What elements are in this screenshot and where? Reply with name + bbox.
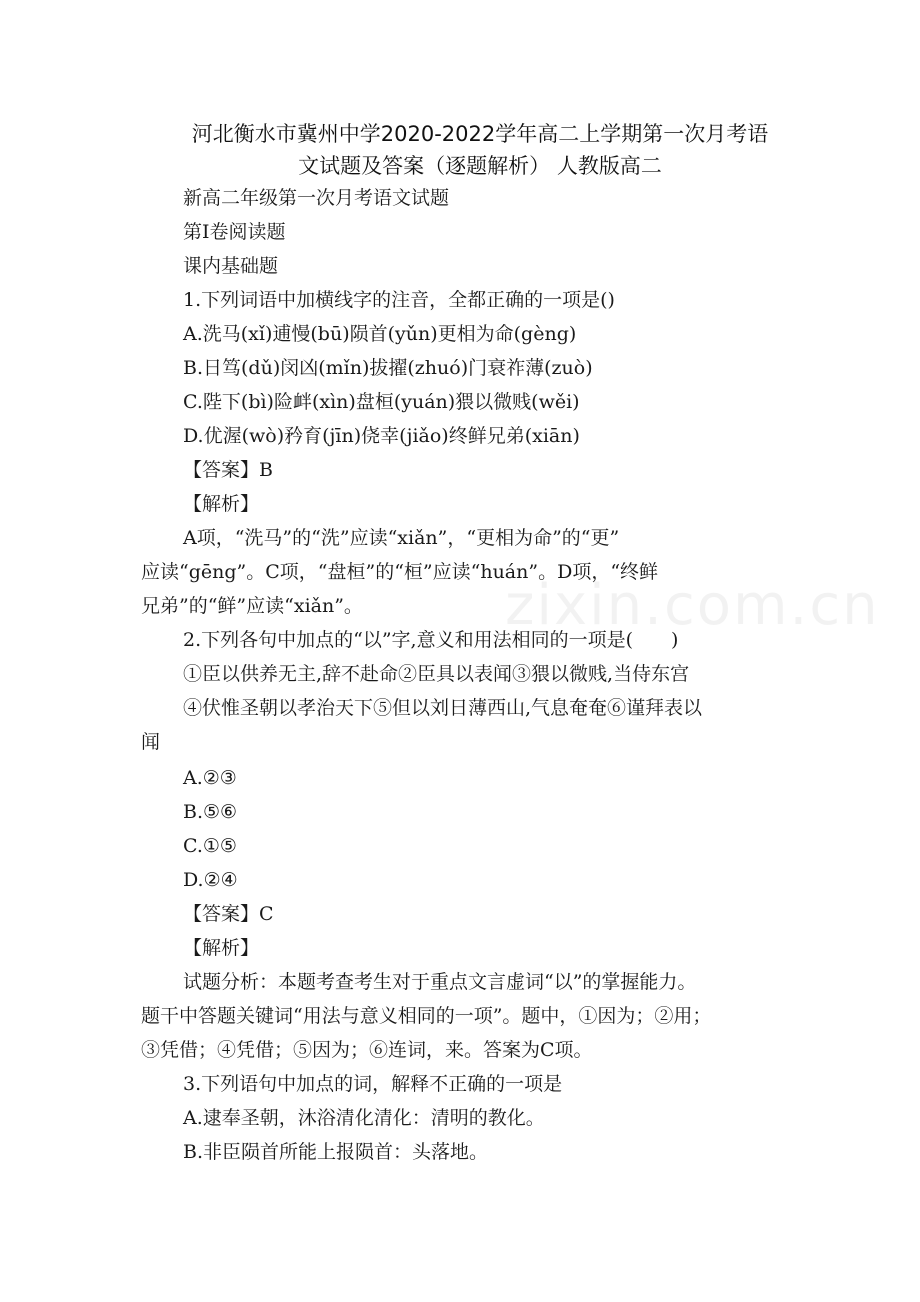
question-1-analysis-label: 【解析】 <box>183 493 260 515</box>
question-2-analysis-text: 试题分析：本题考查考生对于重点文言虚词“以”的掌握能力。 <box>183 971 697 993</box>
question-2-analysis-text: 题干中答题关键词“用法与意义相同的一项”。题中，①因为；②用； <box>141 1005 712 1027</box>
question-2-sentences: ④伏惟圣朝以孝治天下⑤但以刘日薄西山,气息奄奄⑥谨拜表以 <box>183 697 703 719</box>
question-1-analysis-text: 兄弟”的“鲜”应读“xiǎn”。 <box>141 595 363 617</box>
question-2-option-d: D.②④ <box>183 869 238 891</box>
question-1-option-a: A.洗马(xǐ)逋慢(bū)陨首(yǔn)更相为命(gèng) <box>183 323 577 345</box>
question-1-option-c: C.陛下(bì)险衅(xìn)盘桓(yuán)猥以微贱(wěi) <box>183 391 580 413</box>
question-1-stem: 1.下列词语中加横线字的注音，全都正确的一项是() <box>183 289 615 311</box>
document-title-line-2: 文试题及答案（逐题解析） 人教版高二 <box>298 154 662 178</box>
question-1-analysis-text: A项，“洗马”的“洗”应读“xiǎn”，“更相为命”的“更” <box>183 527 620 549</box>
question-2-analysis-text: ③凭借；④凭借；⑤因为；⑥连词，来。答案为C项。 <box>141 1039 593 1061</box>
section-heading: 第Ⅰ卷阅读题 <box>183 221 286 243</box>
question-2-option-b: B.⑤⑥ <box>183 801 238 823</box>
question-3-option-a: A.逮奉圣朝，沐浴清化清化：清明的教化。 <box>183 1107 545 1129</box>
subtitle: 新高二年级第一次月考语文试题 <box>183 187 450 209</box>
question-2-stem: 2.下列各句中加点的“以”字,意义和用法相同的一项是( ) <box>183 629 679 651</box>
question-2-sentences: ①臣以供养无主,辞不赴命②臣具以表闻③猥以微贱,当侍东宫 <box>183 663 690 685</box>
question-1-option-b: B.日笃(dǔ)闵凶(mǐn)拔擢(zhuó)门衰祚薄(zuò) <box>183 357 593 379</box>
question-1-analysis-text: 应读“gēng”。C项，“盘桓”的“桓”应读“huán”。D项，“终鲜 <box>141 561 659 583</box>
question-2-answer: 【答案】C <box>183 903 274 925</box>
question-3-option-b: B.非臣陨首所能上报陨首：头落地。 <box>183 1141 489 1163</box>
question-2-sentences: 闻 <box>141 731 161 753</box>
watermark: zixin.com.cn <box>505 573 880 638</box>
question-1-answer: 【答案】B <box>183 459 273 481</box>
question-2-option-c: C.①⑤ <box>183 835 237 857</box>
question-2-analysis-label: 【解析】 <box>183 937 260 959</box>
section-subheading: 课内基础题 <box>183 255 279 277</box>
document-title-line-1: 河北衡水市冀州中学2020-2022学年高二上学期第一次月考语 <box>191 122 769 146</box>
question-3-stem: 3.下列语句中加点的词，解释不正确的一项是 <box>183 1073 563 1095</box>
question-1-option-d: D.优渥(wò)矜育(jīn)侥幸(jiǎo)终鲜兄弟(xiān) <box>183 425 580 447</box>
question-2-option-a: A.②③ <box>183 767 237 789</box>
